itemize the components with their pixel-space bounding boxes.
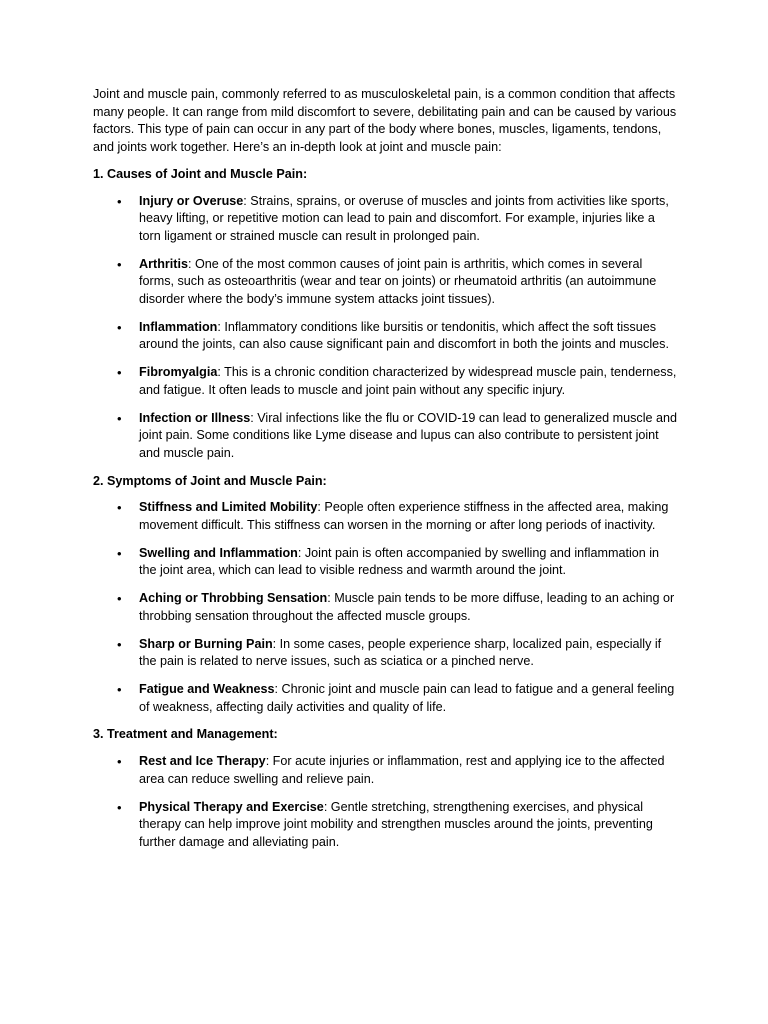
list-item (93, 364, 678, 399)
item-text: : Gentle stretching, strengthening exercises, and physical therapy can help improve joint mobility and strengthen muscles around the joints, preventing further damage and alleviating pain. (139, 799, 653, 849)
bullet-icon: • (117, 319, 122, 335)
item-text: : Viral infections like the flu or COVID-19 can lead to generalized muscle and joint pain. Some conditions like Lyme disease and lupus can also contribute to persistent joint and muscle pain. (139, 410, 678, 460)
list-item (93, 319, 678, 354)
item-term: Stiffness and Limited Mobility (139, 500, 318, 515)
bullet-list (93, 193, 678, 463)
item-text: : People often experience stiffness in the affected area, making movement difficult. This stiffness can worsen in the morning or after long periods of inactivity. (139, 500, 669, 533)
item-term: Rest and Ice Therapy (139, 754, 266, 769)
bullet-icon: • (117, 799, 122, 815)
list-item (93, 636, 678, 671)
item-text: : For acute injuries or inflammation, rest and applying ice to the affected area can reduce swelling and relieve pain. (139, 754, 665, 786)
bullet-list (93, 499, 678, 716)
section-symptoms (93, 473, 678, 717)
item-text: : One of the most common causes of joint pain is arthritis, which comes in several forms, such as osteoarthritis (wear and tear on joints) or rheumatoid arthritis (an autoimmune disorder where the body’s immune system attacks joint tissues). (139, 256, 657, 307)
section-heading: 3. Treatment and Management: (93, 727, 278, 742)
list-item (93, 799, 678, 852)
section-causes (93, 166, 678, 463)
item-term: Physical Therapy and Exercise (139, 799, 324, 814)
item-text: : Chronic joint and muscle pain can lead to fatigue and a general feeling of weakness, affecting daily activities and quality of life. (139, 681, 675, 714)
bullet-icon: • (117, 754, 122, 770)
list-item (93, 410, 678, 463)
bullet-icon: • (117, 410, 122, 426)
bullet-icon: • (117, 365, 122, 381)
list-item (93, 681, 678, 716)
intro-paragraph: Joint and muscle pain, commonly referred to as musculoskeletal pain, is a common condition that affects many people. It can range from mild discomfort to severe, debilitating pain and can be caused by various factors. This type of pain can occur in any part of the body where bones, muscles, ligaments, tendons, and joints work together. Here’s an in-depth look at joint and muscle pain: (93, 87, 677, 155)
item-term: Sharp or Burning Pain (139, 636, 273, 651)
item-term: Swelling and Inflammation (139, 545, 298, 560)
bullet-icon: • (117, 681, 122, 697)
bullet-icon: • (117, 591, 122, 607)
bullet-list (93, 753, 678, 852)
item-text: : This is a chronic condition characterized by widespread muscle pain, tenderness, and fatigue. It often leads to muscle and joint pain without any specific injury. (139, 365, 677, 397)
bullet-icon: • (117, 193, 122, 209)
item-text: : In some cases, people experience sharp, localized pain, especially if the pain is related to nerve issues, such as sciatica or a pinched nerve. (139, 636, 662, 669)
list-item (93, 499, 678, 534)
bullet-icon: • (117, 500, 122, 516)
item-text: : Muscle pain tends to be more diffuse, leading to an aching or throbbing sensation throughout the affected muscle groups. (139, 591, 675, 623)
item-text: : Joint pain is often accompanied by swelling and inflammation in the joint area, which can lead to visible redness and warmth around the joint. (139, 545, 660, 578)
item-term: Arthritis (139, 256, 188, 271)
item-term: Fatigue and Weakness (139, 681, 275, 696)
item-term: Injury or Overuse (139, 193, 244, 208)
item-text: : Inflammatory conditions like bursitis or tendonitis, which affect the soft tissues around the joints, can also cause significant pain and discomfort in both the joints and muscles. (139, 319, 669, 352)
item-text: : Strains, sprains, or overuse of muscles and joints from activities like sports, heavy lifting, or repetitive motion can lead to pain and discomfort. For example, injuries like a torn ligament or strained muscle can result in prolonged pain. (139, 193, 669, 243)
bullet-icon: • (117, 545, 122, 561)
list-item (93, 545, 678, 580)
item-term: Fibromyalgia (139, 365, 218, 380)
bullet-icon: • (117, 636, 122, 652)
section-heading: 1. Causes of Joint and Muscle Pain: (93, 166, 308, 181)
list-item (93, 193, 678, 246)
list-item (93, 590, 678, 625)
bullet-icon: • (117, 256, 122, 272)
list-item (93, 753, 678, 788)
item-term: Infection or Illness (139, 410, 251, 425)
list-item (93, 256, 678, 309)
item-term: Aching or Throbbing Sensation (139, 591, 328, 606)
section-treatment (93, 726, 678, 851)
item-term: Inflammation (139, 319, 218, 334)
section-heading: 2. Symptoms of Joint and Muscle Pain: (93, 473, 327, 488)
